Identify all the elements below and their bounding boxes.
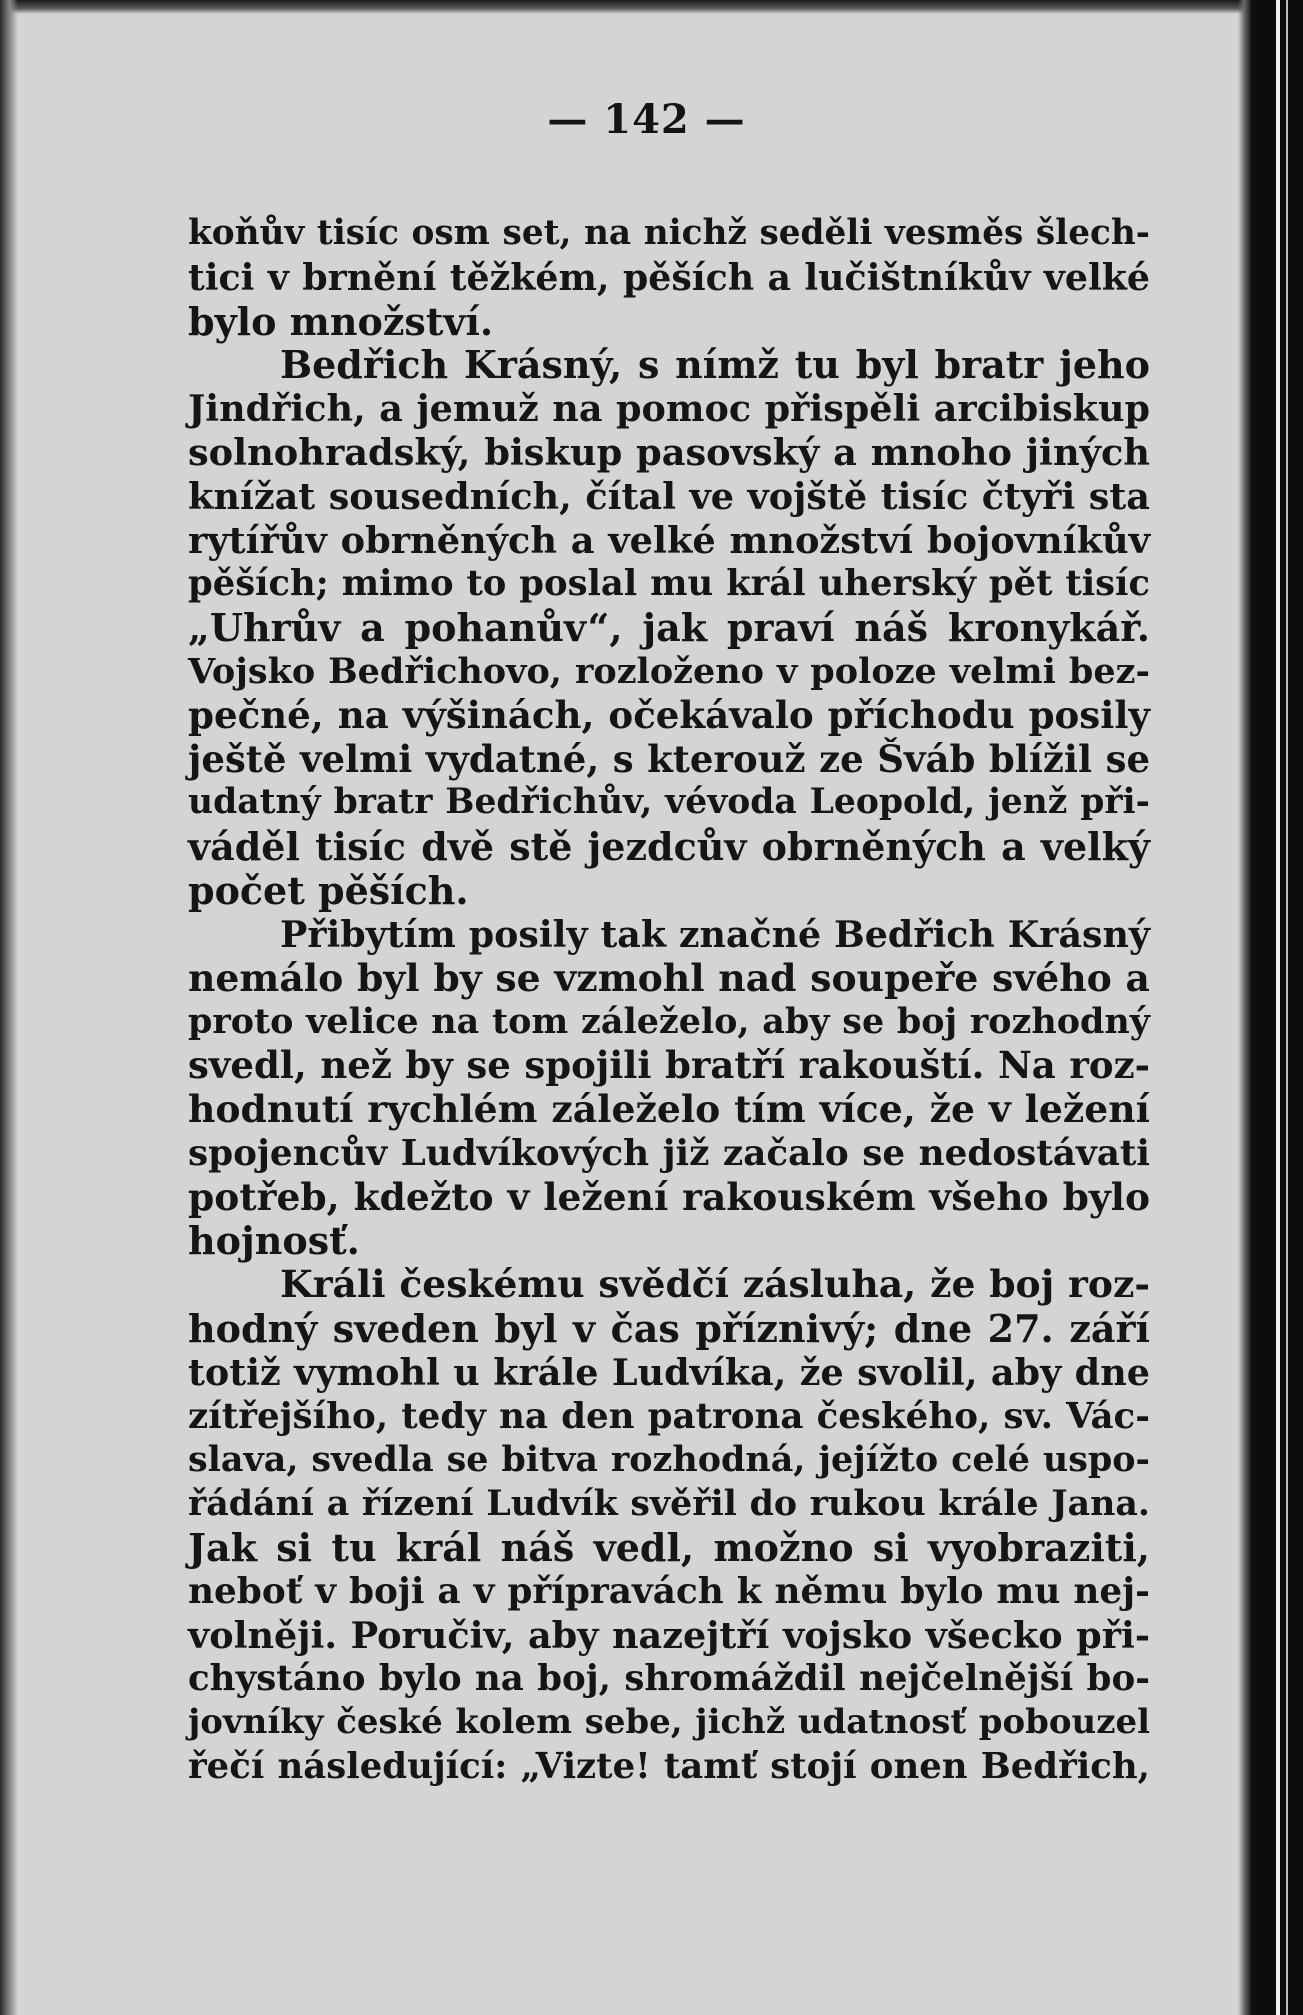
scan-border-line bbox=[1286, 0, 1288, 2015]
text-line: zítřejšího, tedy na den patrona českého, sv. Vác- bbox=[188, 1395, 1150, 1437]
text-line: chystáno bylo na boj, shromáždil nejčelnější bo- bbox=[188, 1658, 1150, 1700]
text-line: bylo množství. bbox=[188, 298, 494, 344]
text-line: hodný sveden byl v čas příznivý; dne 27. září bbox=[188, 1305, 1150, 1351]
text-line: potřeb, kdežto v ležení rakouském všeho bylo bbox=[188, 1174, 1150, 1219]
scan-right-border bbox=[1252, 0, 1303, 2015]
text-line: pěších; mimo to poslal mu král uherský pět tisíc bbox=[188, 563, 1150, 605]
text-line: řádání a řízení Ludvík svěřil do rukou krále Jana. bbox=[188, 1483, 1150, 1525]
text-line: spojencův Ludvíkových již začalo se nedostávati bbox=[188, 1131, 1150, 1174]
text-line: totiž vymohl u krále Ludvíka, že svolil, aby dne bbox=[188, 1350, 1150, 1394]
text-line: hojnosť. bbox=[188, 1218, 360, 1264]
text-line: hodnutí rychlém záleželo tím více, že v ležení bbox=[188, 1086, 1150, 1131]
text-line: tici v brnění těžkém, pěších a lučištníkův velké bbox=[188, 255, 1150, 299]
text-line: udatný bratr Bedřichův, vévoda Leopold, jenž při- bbox=[188, 782, 1150, 823]
text-line: proto velice na tom záleželo, aby se boj rozhodný bbox=[188, 1001, 1150, 1043]
text-line: rytířův obrněných a velké množství bojovníkův bbox=[188, 518, 1150, 562]
page-number: — 142 — bbox=[547, 96, 746, 143]
text-line: řečí následující: „Vizte! tamť stojí onen Bedřich, bbox=[188, 1745, 1150, 1787]
text-line: Bedřich Krásný, s nímž tu byl bratr jeho bbox=[280, 342, 1150, 388]
scan-border-line bbox=[1276, 0, 1280, 2015]
text-line: váděl tisíc dvě stě jezdcův obrněných a velký bbox=[188, 824, 1150, 870]
text-line: pečné, na výšinách, očekávalo příchodu posily bbox=[188, 692, 1150, 737]
text-line: svedl, než by se spojili bratří rakouští. Na roz- bbox=[188, 1043, 1150, 1088]
text-line: Jak si tu král náš vedl, možno si vyobraziti, bbox=[188, 1524, 1150, 1570]
text-line: koňův tisíc osm set, na nichž seděli vesměs šlech- bbox=[188, 213, 1150, 253]
text-line: knížat sousedních, čítal ve vojště tisíc čtyři sta bbox=[188, 474, 1150, 518]
text-line: ještě velmi vydatné, s kterouž ze Šváb blížil se bbox=[188, 736, 1150, 781]
body-text bbox=[188, 212, 1150, 1789]
text-line: Vojsko Bedřichovo, rozloženo v poloze velmi bez- bbox=[188, 650, 1150, 692]
text-line: nemálo byl by se vzmohl nad soupeře svého a bbox=[188, 955, 1150, 1000]
text-line: počet pěších. bbox=[188, 867, 469, 913]
text-line: solnohradský, biskup pasovský a mnoho jiných bbox=[188, 430, 1150, 474]
text-line: neboť v boji a v přípravách k němu bylo mu nej- bbox=[188, 1569, 1150, 1612]
text-line: jovníky české kolem sebe, jichž udatnosť pobouzel bbox=[188, 1702, 1150, 1743]
scan-right-shadow bbox=[1238, 0, 1252, 2015]
text-line: slava, svedla se bitva rozhodná, jejížto celé uspo- bbox=[188, 1439, 1150, 1481]
text-line: Přibytím posily tak značné Bedřich Krásný bbox=[280, 912, 1150, 956]
text-line: volněji. Poručiv, aby nazejtří vojsko všecko při- bbox=[188, 1613, 1150, 1657]
scan-left-edge bbox=[0, 0, 18, 2015]
text-line: Králi českému svědčí zásluha, že boj roz- bbox=[280, 1262, 1150, 1307]
scan-top-edge bbox=[0, 0, 1303, 14]
text-line: „Uhrův a pohanův“, jak praví náš kronykář. bbox=[188, 605, 1150, 651]
text-line: Jindřich, a jemuž na pomoc přispěli arcibiskup bbox=[188, 387, 1150, 431]
